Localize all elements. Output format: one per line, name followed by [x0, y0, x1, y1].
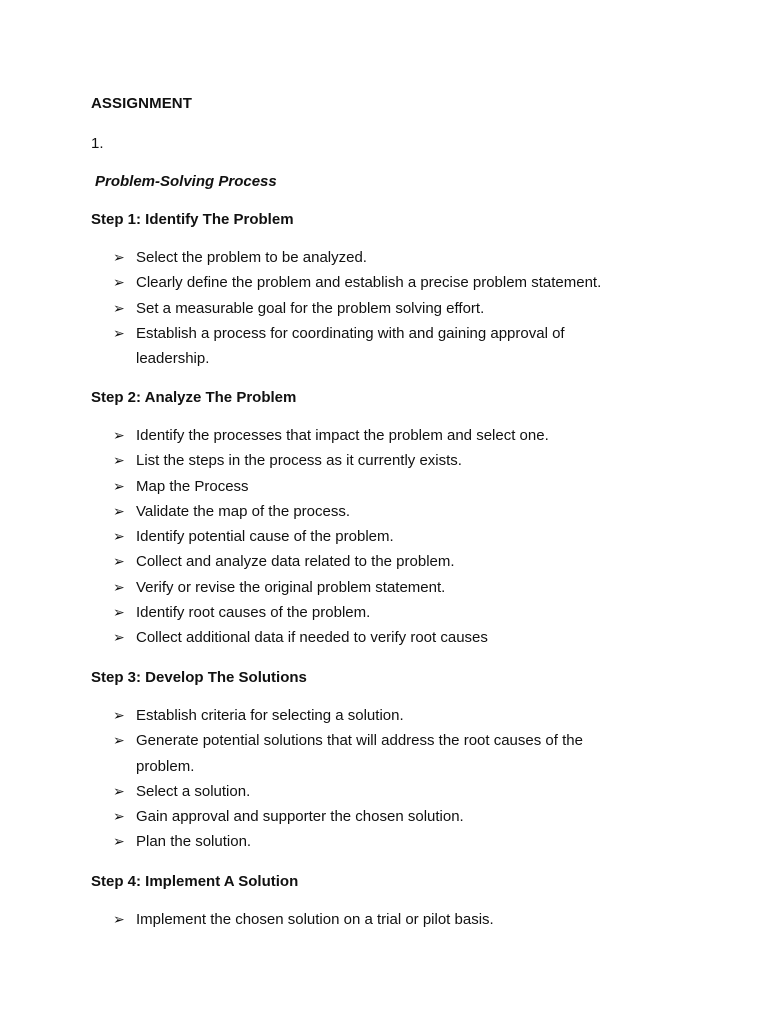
list-item-text: Implement the chosen solution on a trial or pilot basis.: [136, 911, 494, 928]
arrow-bullet-icon: ➢: [113, 249, 125, 265]
arrow-bullet-icon: ➢: [113, 427, 125, 443]
list-item: [113, 804, 673, 829]
question-number: 1.: [91, 135, 104, 152]
list-item: [113, 779, 673, 804]
arrow-bullet-icon: ➢: [113, 833, 125, 850]
arrow-bullet-icon: ➢: [113, 528, 125, 545]
step-4-list: [113, 907, 673, 932]
arrow-bullet-icon: ➢: [113, 604, 125, 621]
list-item-text: Map the Process: [136, 477, 249, 495]
arrow-bullet-icon: ➢: [113, 808, 125, 825]
list-item-text: Plan the solution.: [136, 833, 252, 851]
document-subtitle: Problem-Solving Process: [95, 173, 277, 190]
list-item: [113, 448, 673, 473]
arrow-bullet-icon: ➢: [113, 707, 125, 723]
list-item-text: Clearly define the problem and establish a precise problem statement.: [136, 274, 602, 292]
step-2-list: [113, 423, 673, 651]
list-item-text: Generate potential solutions that will address the root causes of the problem.: [136, 732, 583, 775]
list-item-text: Select a solution.: [136, 782, 251, 800]
step-2-heading: Step 2: Analyze The Problem: [91, 389, 297, 406]
arrow-bullet-icon: ➢: [113, 553, 125, 570]
list-item: [113, 907, 673, 932]
list-item: [113, 321, 616, 372]
arrow-bullet-icon: ➢: [113, 502, 125, 519]
list-item: [113, 270, 673, 295]
list-item: [113, 549, 673, 574]
list-item: [113, 575, 673, 600]
list-item-text: Establish a process for coordinating with and gaining approval of leadership.: [136, 324, 565, 368]
step-3-heading: Step 3: Develop The Solutions: [91, 669, 307, 686]
list-item: [113, 600, 673, 625]
arrow-bullet-icon: ➢: [113, 324, 125, 341]
list-item: [113, 524, 673, 549]
list-item: [113, 245, 673, 270]
list-item: [113, 296, 673, 321]
step-1-heading: Step 1: Identify The Problem: [91, 211, 294, 228]
list-item-text: List the steps in the process as it currently exists.: [136, 452, 462, 470]
list-item: [113, 728, 636, 779]
arrow-bullet-icon: ➢: [113, 578, 125, 595]
step-1-list: [113, 245, 673, 371]
list-item-text: Gain approval and supporter the chosen solution.: [136, 808, 464, 826]
arrow-bullet-icon: ➢: [113, 274, 125, 291]
list-item-text: Validate the map of the process.: [136, 502, 351, 520]
arrow-bullet-icon: ➢: [113, 782, 125, 799]
list-item: [113, 499, 673, 524]
arrow-bullet-icon: ➢: [113, 911, 125, 927]
arrow-bullet-icon: ➢: [113, 629, 125, 646]
list-item-text: Collect and analyze data related to the problem.: [136, 553, 455, 571]
list-item: [113, 423, 673, 448]
list-item: [113, 625, 673, 650]
list-item-text: Identify potential cause of the problem.: [136, 528, 394, 546]
list-item: [113, 474, 673, 499]
list-item-text: Set a measurable goal for the problem solving effort.: [136, 299, 485, 317]
list-item: [113, 703, 673, 728]
list-item-text: Identify the processes that impact the problem and select one.: [136, 427, 549, 444]
arrow-bullet-icon: ➢: [113, 732, 125, 749]
list-item-text: Collect additional data if needed to verify root causes: [136, 629, 488, 647]
list-item-text: Establish criteria for selecting a solution.: [136, 707, 404, 724]
document-title: ASSIGNMENT: [91, 95, 193, 112]
step-4-heading: Step 4: Implement A Solution: [91, 873, 299, 890]
list-item-text: Identify root causes of the problem.: [136, 604, 371, 622]
arrow-bullet-icon: ➢: [113, 299, 125, 316]
step-3-list: [113, 703, 673, 855]
list-item-text: Verify or revise the original problem statement.: [136, 578, 446, 596]
list-item-text: Select the problem to be analyzed.: [136, 249, 367, 266]
arrow-bullet-icon: ➢: [113, 477, 125, 494]
list-item: [113, 829, 673, 854]
arrow-bullet-icon: ➢: [113, 452, 125, 469]
